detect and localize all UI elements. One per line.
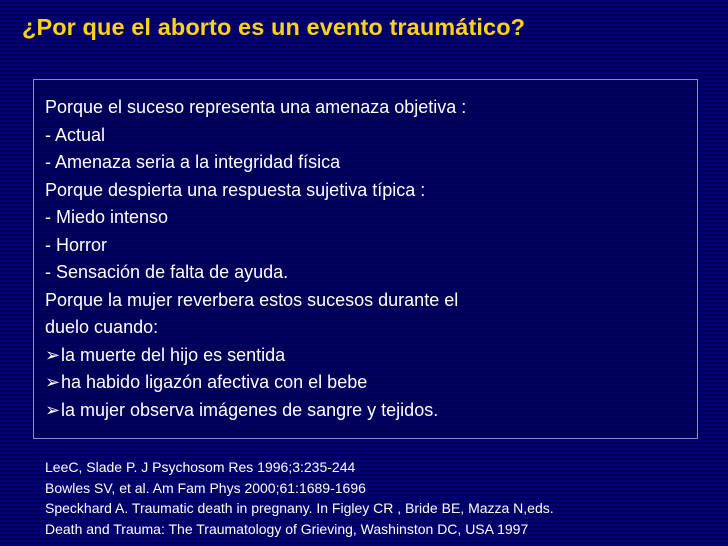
arrow-bullet-icon: ➢: [45, 399, 61, 420]
reference-line: Speckhard A. Traumatic death in pregnany. In Figley CR , Bride BE, Mazza N,eds.: [45, 500, 554, 516]
references: [45, 457, 725, 539]
body-line: Porque la mujer reverbera estos sucesos durante el: [45, 289, 459, 310]
arrow-bullet-icon: ➢: [45, 372, 61, 392]
bullet-item: [45, 397, 685, 425]
bullet-text: la muerte del hijo es sentida: [61, 344, 286, 365]
body-line: - Sensación de falta de ayuda.: [45, 262, 289, 282]
bullet-item: [45, 369, 685, 397]
body-line: duelo cuando:: [45, 317, 159, 337]
body-line: - Miedo intenso: [45, 207, 169, 227]
reference-line: LeeC, Slade P. J Psychosom Res 1996;3:235-244: [45, 459, 356, 475]
body-line: - Horror: [45, 234, 107, 255]
bullet-text: la mujer observa imágenes de sangre y tejidos.: [61, 399, 439, 420]
reference-line: Death and Trauma: The Traumatology of Grieving, Washinston DC, USA 1997: [45, 520, 529, 537]
slide-title: ¿Por que el aborto es un evento traumático?: [22, 14, 526, 40]
body-line: Porque el suceso representa una amenaza objetiva :: [45, 97, 467, 117]
reference-line: Bowles SV, et al. Am Fam Phys 2000;61:1689-1696: [45, 479, 366, 496]
arrow-bullet-icon: ➢: [45, 344, 61, 365]
body-line: - Amenaza seria a la integridad física: [45, 152, 341, 172]
bullet-text: ha habido ligazón afectiva con el bebe: [61, 372, 368, 392]
body-line: Porque despierta una respuesta sujetiva típica :: [45, 179, 426, 200]
body-line: - Actual: [45, 124, 106, 145]
bullet-item: [45, 342, 685, 370]
content-body: [45, 94, 685, 424]
